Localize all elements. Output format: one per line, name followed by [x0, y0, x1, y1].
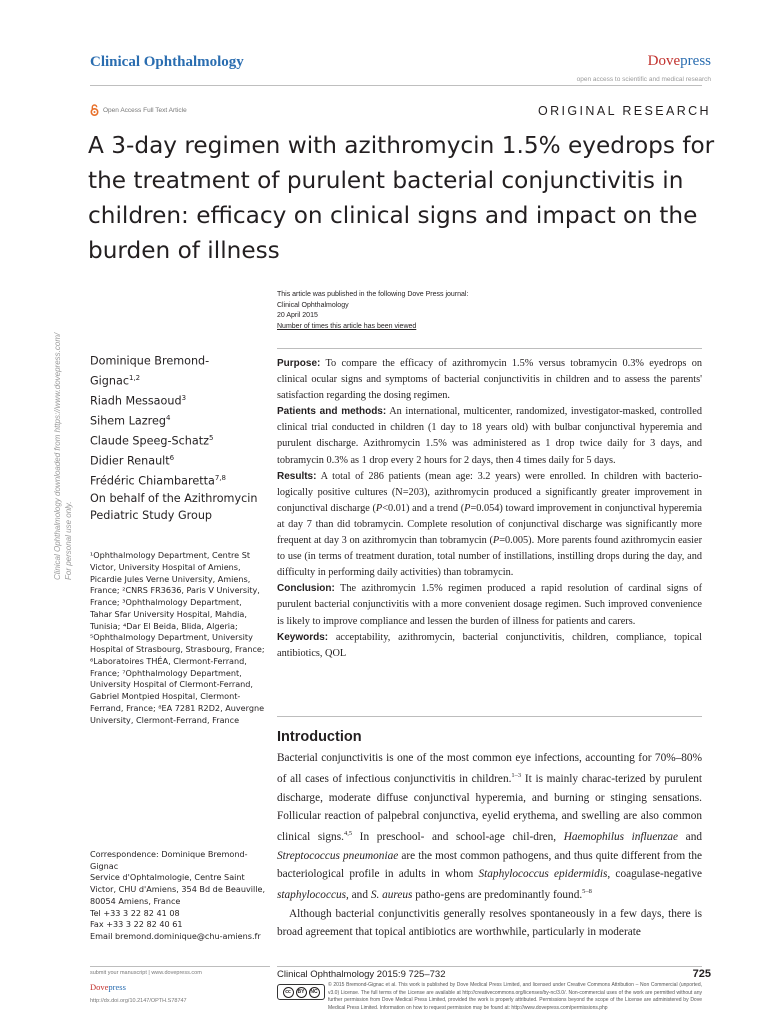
footer-logo[interactable]: Dovepress	[90, 982, 126, 992]
publisher-tagline: open access to scientific and medical research	[576, 76, 711, 83]
views-link[interactable]: Number of times this article has been viewed	[277, 322, 417, 330]
introduction-text	[277, 749, 702, 941]
abstract-top-rule	[277, 348, 702, 349]
download-note	[40, 290, 73, 580]
page-number: 725	[692, 968, 711, 980]
submit-link[interactable]: submit your manuscript | www.dovepress.com	[90, 970, 202, 976]
intro-paragraph: Although bacterial conjunctivitis generally resolves spontaneously in a few days, there is broad agreement that topical antibiotics are worthwhile, particularly in moderate	[277, 907, 702, 938]
pubinfo-line: This article was published in the following Dove Press journal:	[277, 291, 469, 298]
abstract-bottom-rule	[277, 716, 702, 717]
author-name[interactable]: Gignac$^{1,2}$	[90, 374, 141, 388]
abstract-keywords: Keywords: acceptability, azithromycin, bacterial conjunctivitis, children, compliance, topical antibiotics, QOL	[277, 631, 702, 659]
pubinfo-date: 20 April 2015	[277, 312, 318, 319]
correspondence-email[interactable]: Email bremond.dominique@chu-amiens.fr	[90, 930, 261, 941]
article-type: ORIGINAL RESEARCH	[537, 104, 711, 118]
abstract-conclusion: Conclusion: The azithromycin 1.5% regimen produced a rapid resolution of cardinal signs of purulent bacterial conjunctivitis with a more convenient dosage regimen. Such improved convenience is likely to improve compliance and lessen the burden of illness for patients and carers.	[277, 583, 702, 627]
intro-paragraph: Bacterial conjunctivitis is one of the most common eye infections, accounting for 70%–80% of all cases of infectious conjunctivitis in children.$^{1-3}$ It is mainly charac-terized by purulent discharge, moderate diffuse conjunctival hyperemia, and burning or stinging sensations. Follicular reaction of palpebral conjunctiva, eyelid erythema, and swelling are also common clinical signs.$^{4,5}$ In preschool- and school-age chil-dren, Haemophilus influenzae and Streptococcus pneumoniae are the most common pathogens, and thus quite different from the bacteriological profile in adults in whom Staphylococcus epidermidis, coagulase-negative staphylococcus, and S. aureus patho-gens are predominantly found.$^{5-8}$	[277, 752, 702, 902]
author-name[interactable]: Didier Renault$^6$	[90, 454, 175, 468]
article-title: A 3-day regimen with azithromycin 1.5% eyedrops for the treatment of purulent bacterial conjunctivitis in children: efficacy on clinical signs and impact on the burden of illness	[88, 132, 715, 264]
abstract-results: Results: A total of 286 patients (mean age: 3.2 years) were enrolled. In children with bacterio-logically positive cultures (N=203), azithromycin produced a significantly greater improvement in conjunctival discharge (P<0.01) and a trend (P=0.054) toward improvement in conjunctival hyperemia at day 7 than did tobramycin. Complete resolution of conjunctival discharge was significantly more frequent at day 3 on azithromycin than tobramycin (P=0.005). More parents found azithromycin easier to use (in terms of treatment duration, total number of instillations, instilling drops during the day, and difficulty in performing daily activities) than tobramycin.	[277, 470, 702, 579]
author-list	[90, 350, 226, 490]
study-group: On behalf of the Azithromycin Pediatric Study Group	[90, 492, 258, 523]
footer-rule-left	[90, 966, 270, 967]
open-access-icon	[90, 104, 99, 116]
correspondence	[90, 849, 270, 943]
journal-citation: Clinical Ophthalmology 2015:9 725–732	[277, 969, 446, 980]
license-text: © 2015 Bremond-Gignac et al. This work is published by Dove Medical Press Limited, and licensed under Creative Commons Attribution – Non Commercial (unported, v3.0) License. The full terms of the License are available at http://creativecommons.org/licenses/by-nc/3.0/. Non-commercial uses of the work are permitted without any further permission from Dove Medical Press Limited, provided the work is properly attributed. Permissions beyond the scope of the License are administered by Dove Medical Press Limited. Information on how to request permission may be found at: http://www.dovepress.com/permissions.php	[328, 982, 702, 1011]
abstract-purpose: Purpose: To compare the efficacy of azithromycin 1.5% versus tobramycin 0.3% eyedrops on clinical ocular signs and symptoms of bacterial conjunctivitis in children and to assess the parents' satisfaction regarding the dosing regimen.	[277, 358, 702, 402]
journal-name[interactable]: Clinical Ophthalmology	[90, 54, 244, 70]
by-icon: BY	[296, 987, 307, 998]
author-name[interactable]: Sihem Lazreg$^4$	[90, 414, 171, 428]
publisher-logo-press: press	[680, 53, 711, 69]
section-heading: Introduction	[277, 729, 362, 745]
correspondence-tel: Tel +33 3 22 82 41 08	[90, 907, 180, 918]
nc-icon: NC	[309, 987, 320, 998]
pubinfo-journal: Clinical Ophthalmology	[277, 301, 349, 309]
abstract	[277, 356, 702, 662]
download-note-line2: For personal use only.	[64, 501, 73, 580]
publisher-logo[interactable]	[648, 53, 711, 70]
abstract-methods: Patients and methods: An international, multicenter, randomized, investigator-masked, controlled clinical trial conducted in children (1 day to 18 years old) with bulbar conjunctival hyperemia and purulent discharge. Azithromycin 1.5% was administered as 1 drop twice daily for 3 days, and tobramycin 0.3% as 1 drop every 2 hours for 2 days, then 4 times daily for 5 days.	[277, 406, 703, 466]
author-name[interactable]: Dominique Bremond-	[90, 354, 210, 368]
footer-rule-right	[277, 966, 702, 967]
correspondence-name: Correspondence: Dominique Bremond-Gignac	[90, 849, 248, 871]
publication-info	[277, 290, 468, 332]
publisher-logo-dove: Dove	[647, 53, 681, 69]
author-name[interactable]: Riadh Messaoud$^3$	[90, 394, 187, 408]
correspondence-fax: Fax +33 3 22 82 40 61	[90, 919, 183, 930]
open-access-badge	[90, 104, 187, 116]
cc-license-badge[interactable]	[277, 984, 325, 1000]
header-divider	[90, 85, 702, 86]
cc-icon: cc	[283, 987, 294, 998]
author-name[interactable]: Frédéric Chiambaretta$^{7,8}$	[90, 474, 226, 488]
correspondence-address: Service d'Ophtalmologie, Centre Saint Victor, CHU d'Amiens, 354 Bd de Beauville, 80054 Amiens, France	[90, 872, 266, 906]
download-note-line1: Clinical Ophthalmology downloaded from https://www.dovepress.com/	[53, 332, 62, 580]
doi-link[interactable]: http://dx.doi.org/10.2147/OPTH.S78747	[90, 998, 187, 1004]
affiliations: ¹Ophthalmology Department, Centre St Victor, University Hospital of Amiens, Picardie Jules Verne University, Amiens, France; ²CNRS FR3636, Paris V University, France; ³Ophthalmology Department, Tahar Sfar University Hospital, Mahdia, Tunisia; ⁴Dar El Beida, Blida, Algeria; ⁵Ophthalmology Department, University Hospital of Strasbourg, Strasbourg, France; ⁶Laboratoires THÉA, Clermont-Ferrand, France; ⁷Ophthalmology Department, University Hospital of Clermont-Ferrand, Gabriel Montpied Hospital, Clermont-Ferrand, France; ⁸EA 7281 R2D2, Auvergne University, Clermont-Ferrand, France	[90, 550, 265, 725]
open-access-label: Open Access Full Text Article	[103, 106, 187, 114]
author-name[interactable]: Claude Speeg-Schatz$^5$	[90, 434, 214, 448]
